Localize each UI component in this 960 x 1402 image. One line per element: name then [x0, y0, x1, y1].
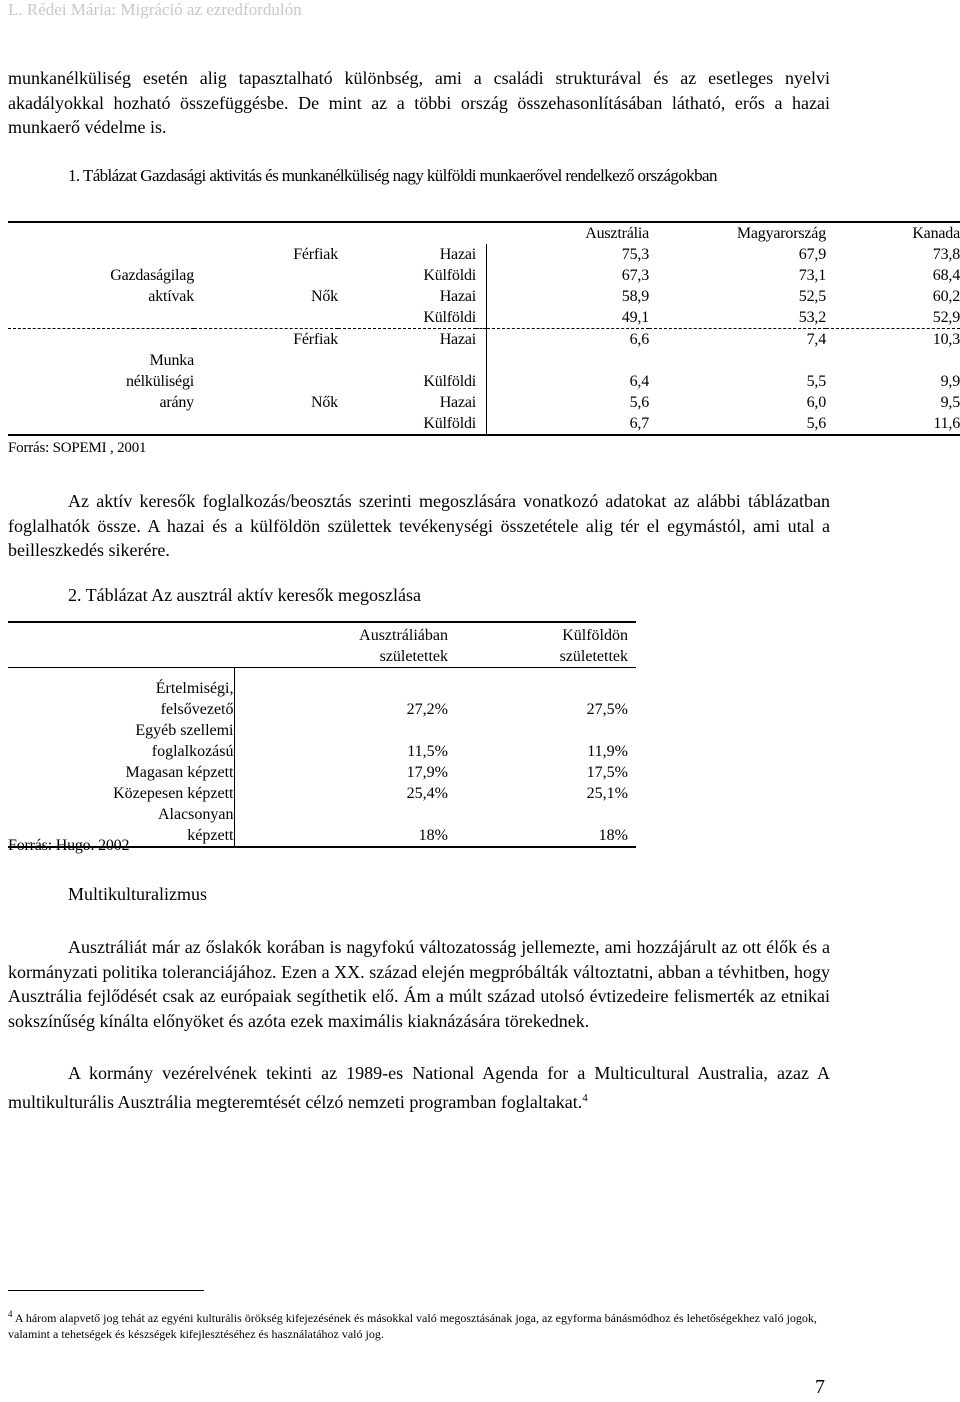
intro-paragraph: munkanélküliség esetén alig tapasztalható különbség, ami a családi strukturával és az esetleges nyelvi akadályokkal hozható összefüggésbe. De mint az a többi ország összehasonlításában látható, erős a hazai munkaerő védelme is.: [8, 68, 830, 137]
table1-caption-number: 1.: [68, 166, 80, 185]
table1-caption-text: Táblázat Gazdasági aktivitás és munkanélküliség nagy külföldi munkaerővel rendelkező országokban: [82, 166, 717, 185]
table-row: Munka: [8, 350, 960, 371]
body-paragraph-2: A kormány vezérelvének tekinti az 1989-es National Agenda for a Multicultural Australia, azaz A multikulturális Ausztrália megteremtését célzó nemzeti programban foglaltakat.$^4$: [8, 1063, 830, 1112]
table-row: Értelmiségi, felsővezető 27,2% 27,5%: [8, 668, 636, 720]
table1-caption: [8, 163, 808, 188]
table-row: arány Nők Hazai 5,6 6,0 9,5: [159, 394, 960, 411]
table2-header-col2: Külföldön születettek: [559, 627, 628, 665]
footnote: [8, 1306, 836, 1342]
table1-header-row: [8, 222, 960, 244]
table2-header-col1: Ausztráliában születettek: [359, 627, 448, 665]
table-row: Alacsonyan képzett 18% 18%: [8, 804, 636, 847]
table1: [8, 221, 960, 436]
footnote-ref[interactable]: 4: [582, 1091, 588, 1104]
table2-source: Forrás: Hugo. 2002: [8, 837, 130, 854]
table1-header-col1: Ausztrália: [585, 225, 649, 242]
table-row: Egyéb szellemi foglalkozású 11,5% 11,9%: [8, 720, 636, 762]
table-row: Külföldi 6,7 5,6 11,6: [8, 413, 960, 435]
table2-caption: 2. Táblázat Az ausztrál aktív keresők megoszlása: [68, 585, 422, 605]
table1-header-col3: Kanada: [912, 225, 960, 242]
table-row: Férfiak Hazai 75,3 67,9 73,8: [293, 246, 960, 263]
table1-header-col2: Magyarország: [736, 225, 826, 242]
table-row: Gazdaságilag Külföldi 67,3 73,1 68,4: [110, 267, 960, 284]
footnote-number: 4: [8, 1309, 13, 1319]
section-heading: Multikulturalizmus: [68, 884, 207, 904]
page-number: 7: [815, 1376, 825, 1398]
middle-paragraph: Az aktív keresők foglalkozás/beosztás szerinti megoszlására vonatkozó adatokat az alábbi táblázatban foglalhatók össze. A hazai és a külföldön születtek tevékenységi összetétele alig tér el egymástól, ami utal a beilleszkedés sikerére.: [8, 491, 830, 560]
running-header: L. Rédei Mária: Migráció az ezredfordulón: [8, 0, 302, 19]
footnote-divider: [8, 1290, 204, 1291]
body-paragraph-1: Ausztráliát már az őslakók korában is nagyfokú változatosság jellemezte, ami hozzájárult az ott élők és a kormányzati politika toleranciájához. Ezen a XX. század elején megpróbálták változtatni, abban a tévhitben, hogy Ausztrália fejlődését csak az európaiak segíthetik elő. Ám a múlt század utolsó évtizedeire felismerték az etnikai sokszínűség kínálta előnyöket és azóta ezek maximális kiaknázására törekednek.: [8, 937, 830, 1031]
table-row: Külföldi 49,1 53,2 52,9: [8, 307, 960, 329]
footnote-text: A három alapvető jog tehát az egyéni kulturális örökség kifejezésének és másokkal való megosztásának joga, az egyforma bánásmódhoz és lehetőségekhez való jogok, valamint a tehetségek és készségek kifejlesztéséhez és használatához való jog.: [8, 1311, 817, 1341]
table-row: aktívak Nők Hazai 58,9 52,5 60,2: [148, 288, 960, 305]
table-row: Közepesen képzett 25,4% 25,1%: [8, 783, 636, 804]
table1-source: Forrás: SOPEMI , 2001: [8, 440, 147, 456]
table-row: nélküliségi Külföldi 6,4 5,5 9,9: [125, 373, 960, 390]
table-row: Férfiak Hazai 6,6 7,4 10,3: [8, 329, 960, 351]
table-row: Magasan képzett 17,9% 17,5%: [8, 762, 636, 783]
table2-header-row: [8, 622, 636, 668]
table2: [8, 621, 636, 848]
